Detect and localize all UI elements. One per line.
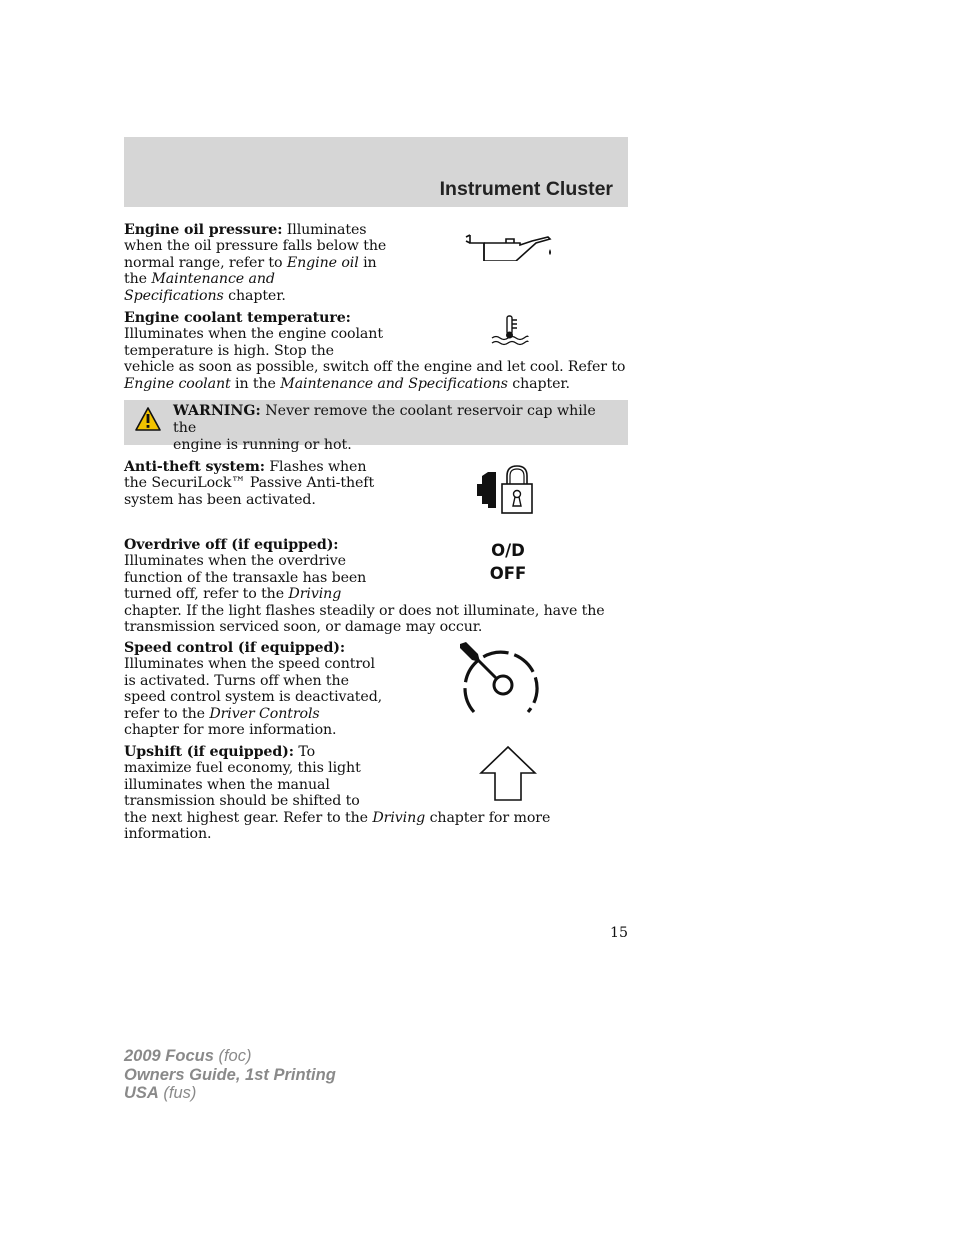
driving-reference: Driving bbox=[288, 586, 342, 603]
coolant-temperature-heading: Engine coolant temperature: bbox=[124, 310, 351, 326]
page-number: 15 bbox=[609, 925, 628, 941]
anti-theft-lock-icon bbox=[474, 462, 536, 516]
oil-pressure-heading: Engine oil pressure: bbox=[124, 222, 283, 238]
engine-oil-reference: Engine oil bbox=[286, 254, 359, 271]
anti-theft-heading: Anti-theft system: bbox=[124, 459, 265, 475]
warning-triangle-icon bbox=[134, 406, 162, 432]
overdrive-paragraph: Overdrive off (if equipped): Illuminates when the overdrive function of the transaxle has been turned off, refer to the Driving chapter. If the light flashes steadily or does not illuminate, have the transmission serviced soon, or damage may occur. bbox=[124, 537, 605, 636]
oil-can-icon bbox=[464, 231, 556, 261]
document-footer: 2009 Focus (foc) Owners Guide, 1st Printing USA (fus) bbox=[124, 1047, 336, 1102]
upshift-heading: Upshift (if equipped): bbox=[124, 744, 294, 760]
overdrive-heading: Overdrive off (if equipped): bbox=[124, 537, 339, 553]
speed-control-icon bbox=[456, 640, 544, 718]
upshift-paragraph: Upshift (if equipped): To maximize fuel economy, this light illuminates when the manual transmission should be shifted to the next highest gear. Refer to the Driving chapter for more information. bbox=[124, 744, 551, 843]
coolant-temperature-icon bbox=[490, 314, 530, 346]
warning-text: WARNING: Never remove the coolant reservoir cap while the engine is running or hot. bbox=[173, 403, 596, 453]
overdrive-off-icon: O/D OFF bbox=[489, 541, 527, 583]
oil-pressure-paragraph: Engine oil pressure: Illuminates when the oil pressure falls below the normal range, refer to Engine oil in the Maintenance and Specifications chapter. bbox=[124, 222, 387, 304]
anti-theft-paragraph: Anti-theft system: Flashes when the SecuriLock™ Passive Anti-theft system has been activated. bbox=[124, 459, 375, 508]
driver-controls-reference: Driver Controls bbox=[209, 705, 320, 722]
upshift-arrow-icon bbox=[478, 745, 538, 803]
chapter-header-band bbox=[124, 137, 628, 207]
speed-control-heading: Speed control (if equipped): bbox=[124, 640, 346, 656]
engine-coolant-reference: Engine coolant bbox=[124, 375, 231, 392]
speed-control-paragraph: Speed control (if equipped): Illuminates when the speed control is activated. Turns off when the speed control system is deactivated, refer to the Driver Controls chapter for more information. bbox=[124, 640, 383, 739]
warning-box bbox=[124, 400, 628, 453]
coolant-temperature-paragraph: Engine coolant temperature: Illuminates when the engine coolant temperature is high. Stop the vehicle as soon as possible, switch off the engine and let cool. Refer to Engine coolant in the Maintenance and Specifications chapter. bbox=[124, 310, 626, 392]
chapter-title: Instrument Cluster bbox=[439, 178, 613, 200]
driving-reference-2: Driving bbox=[372, 809, 426, 826]
warning-label: WARNING: bbox=[173, 403, 261, 419]
